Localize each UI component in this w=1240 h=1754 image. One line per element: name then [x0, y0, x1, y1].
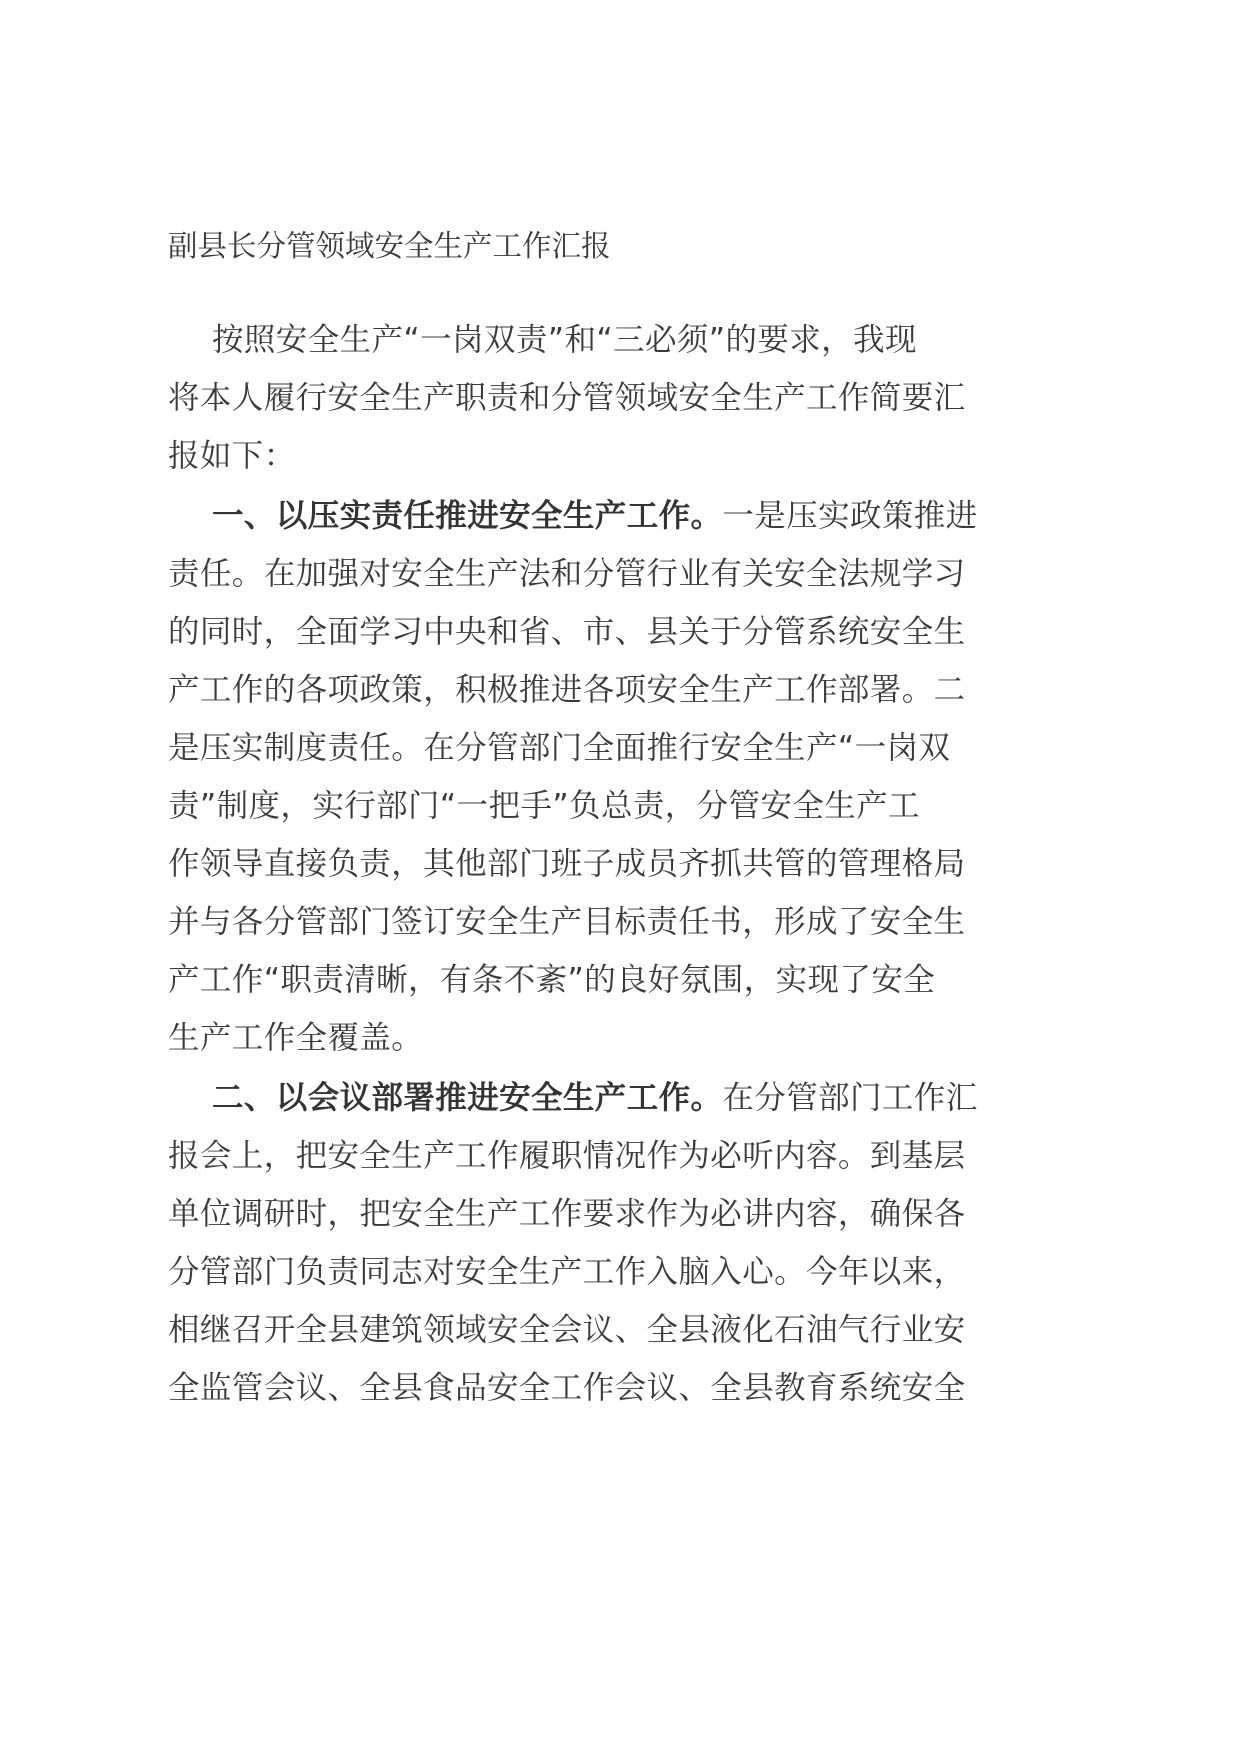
- text-line: [212, 320, 917, 360]
- text-span: 责”制度，实行部门“一把手”负总责，分管安全生产工: [168, 788, 920, 824]
- text-line: [168, 960, 935, 1000]
- text-span: 将本人履行安全生产职责和分管领域安全生产工作简要汇: [168, 380, 966, 416]
- text-line: [212, 496, 978, 536]
- text-span: 报会上，把安全生产工作履职情况作为必听内容。到基层: [168, 1138, 966, 1174]
- text-span: 产工作“职责清晰，有条不紊”的良好氛围，实现了安全: [168, 962, 936, 998]
- text-span: 全监管会议、全县食品安全工作会议、全县教育系统安全: [168, 1370, 966, 1406]
- text-line: [168, 436, 296, 476]
- text-span: 是压实制度责任。在分管部门全面推行安全生产“一岗双: [168, 730, 951, 766]
- section-heading: 二、以会议部署推进安全生产工作。: [212, 1080, 723, 1116]
- text-span: 的同时，全面学习中央和省、市、县关于分管系统安全生: [168, 614, 966, 650]
- text-line: [168, 844, 966, 884]
- text-span: 生产工作全覆盖。: [168, 1020, 424, 1056]
- text-line: [168, 612, 966, 652]
- text-span: 责任。在加强对安全生产法和分管行业有关安全法规学习: [168, 556, 966, 592]
- text-line: [212, 1078, 978, 1118]
- text-span: 报如下：: [168, 438, 296, 474]
- text-span: 在分管部门工作汇: [722, 1080, 978, 1116]
- text-span: 分管部门负责同志对安全生产工作入脑入心。今年以来，: [168, 1254, 966, 1290]
- text-line: [168, 554, 966, 594]
- text-line: [168, 786, 920, 826]
- text-span: 并与各分管部门签订安全生产目标责任书，形成了安全生: [168, 904, 966, 940]
- text-line: [168, 1310, 966, 1350]
- text-span: 作领导直接负责，其他部门班子成员齐抓共管的管理格局: [168, 846, 966, 882]
- section-heading: 一、以压实责任推进安全生产工作。: [212, 498, 723, 534]
- text-line: [168, 1252, 966, 1292]
- text-span: 单位调研时，把安全生产工作要求作为必讲内容，确保各: [168, 1196, 966, 1232]
- text-span: 一是压实政策推进: [722, 498, 978, 534]
- text-line: [168, 1136, 966, 1176]
- text-line: [168, 902, 966, 942]
- text-line: [168, 1368, 966, 1408]
- text-line: [168, 378, 966, 418]
- document-title: 副县长分管领域安全生产工作汇报: [168, 229, 611, 263]
- text-line: [168, 670, 966, 710]
- text-span: 产工作的各项政策，积极推进各项安全生产工作部署。二: [168, 672, 966, 708]
- text-line: [168, 1018, 423, 1058]
- text-span: 相继召开全县建筑领域安全会议、全县液化石油气行业安: [168, 1312, 966, 1348]
- text-line: [168, 728, 950, 768]
- text-span: 按照安全生产“一岗双责”和“三必须”的要求，我现: [212, 322, 917, 358]
- text-line: [168, 1194, 966, 1234]
